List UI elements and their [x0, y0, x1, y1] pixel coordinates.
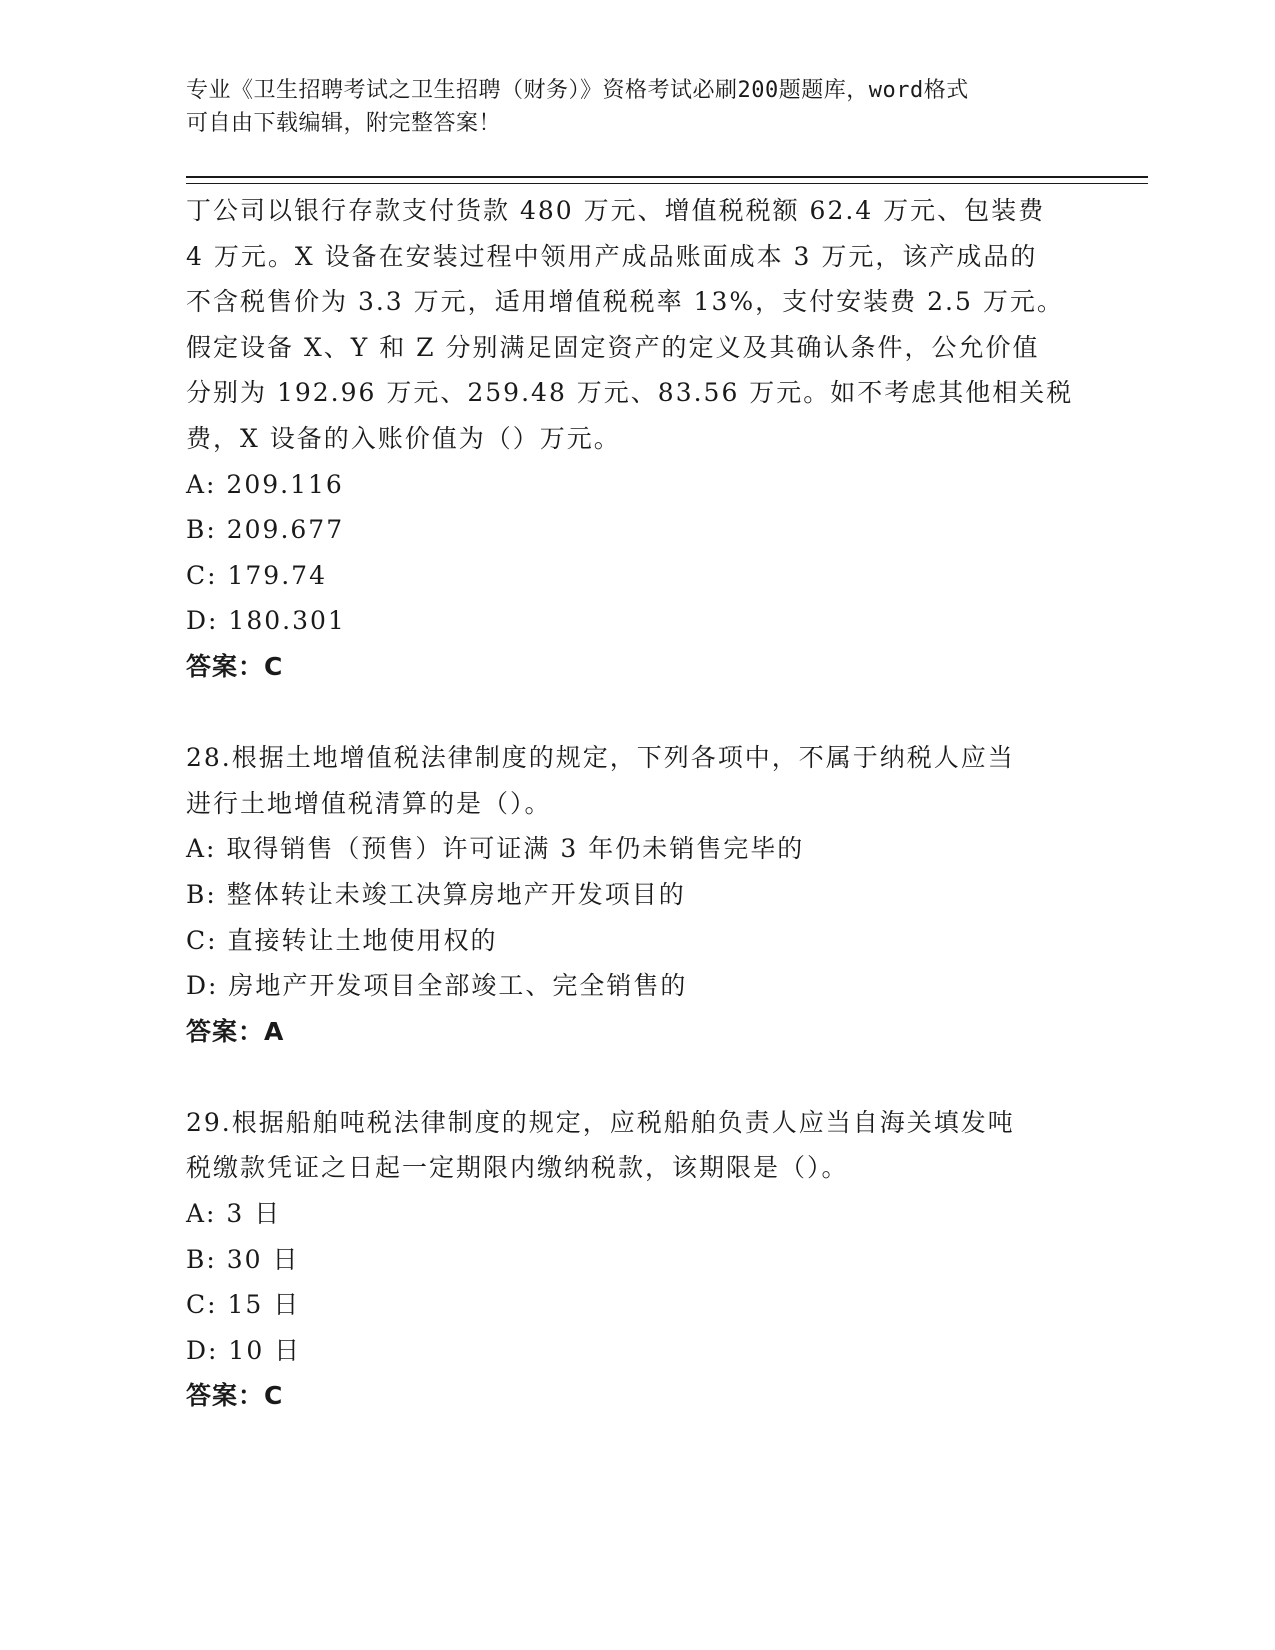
spacer: [186, 1054, 1076, 1100]
option-a: A: 209.116: [186, 469, 344, 499]
answer-label: 答案：A: [186, 1016, 285, 1046]
answer-label: 答案：C: [186, 1381, 284, 1411]
option-d: D: 房地产开发项目全部竣工、完全销售的: [186, 971, 688, 1001]
spacer: [186, 690, 1076, 736]
option-d: D: 10 日: [186, 1335, 302, 1365]
question-list: [186, 188, 1076, 1419]
header-divider-thin: [186, 183, 1148, 184]
header-divider-thick: [186, 176, 1148, 178]
question-stem-line: 29.根据船舶吨税法律制度的规定，应税船舶负责人应当自海关填发吨: [186, 1107, 1015, 1137]
option-b: B: 209.677: [186, 515, 345, 545]
header-title-line-1: 专业《卫生招聘考试之卫生招聘（财务）》资格考试必刷200题题库，word格式: [186, 78, 969, 103]
option-c: C: 直接转让土地使用权的: [186, 925, 498, 955]
answer-label: 答案：C: [186, 651, 284, 681]
question-stem-line: 分别为 192.96 万元、259.48 万元、83.56 万元。如不考虑其他相关税: [186, 378, 1074, 408]
option-c: C: 15 日: [186, 1290, 301, 1320]
question-stem-line: 丁公司以银行存款支付货款 480 万元、增值税税额 62.4 万元、包装费: [186, 196, 1046, 225]
document-header: [186, 74, 1086, 140]
question-stem-line: 进行土地增值税清算的是（）。: [186, 788, 552, 818]
question-27: [186, 188, 1076, 690]
question-stem-line: 28.根据土地增值税法律制度的规定，下列各项中，不属于纳税人应当: [186, 743, 1015, 773]
question-29: [186, 1100, 1076, 1419]
question-28: [186, 735, 1076, 1054]
question-stem-line: 假定设备 X、Y 和 Z 分别满足固定资产的定义及其确认条件，公允价值: [186, 332, 1040, 362]
question-stem-line: 不含税售价为 3.3 万元，适用增值税税率 13%，支付安装费 2.5 万元。: [186, 287, 1064, 317]
option-c: C: 179.74: [186, 560, 327, 590]
option-b: B: 整体转让未竣工决算房地产开发项目的: [186, 879, 686, 909]
header-title-line-2: 可自由下载编辑，附完整答案！: [186, 111, 502, 136]
question-stem-line: 费，X 设备的入账价值为（）万元。: [186, 423, 621, 453]
question-stem-line: 税缴款凭证之日起一定期限内缴纳税款，该期限是（）。: [186, 1153, 849, 1183]
option-a: A: 3 日: [186, 1199, 282, 1229]
option-a: A: 取得销售（预售）许可证满 3 年仍未销售完毕的: [186, 834, 805, 864]
option-d: D: 180.301: [186, 606, 346, 636]
option-b: B: 30 日: [186, 1244, 300, 1274]
question-stem-line: 4 万元。X 设备在安装过程中领用产成品账面成本 3 万元，该产成品的: [186, 241, 1038, 271]
